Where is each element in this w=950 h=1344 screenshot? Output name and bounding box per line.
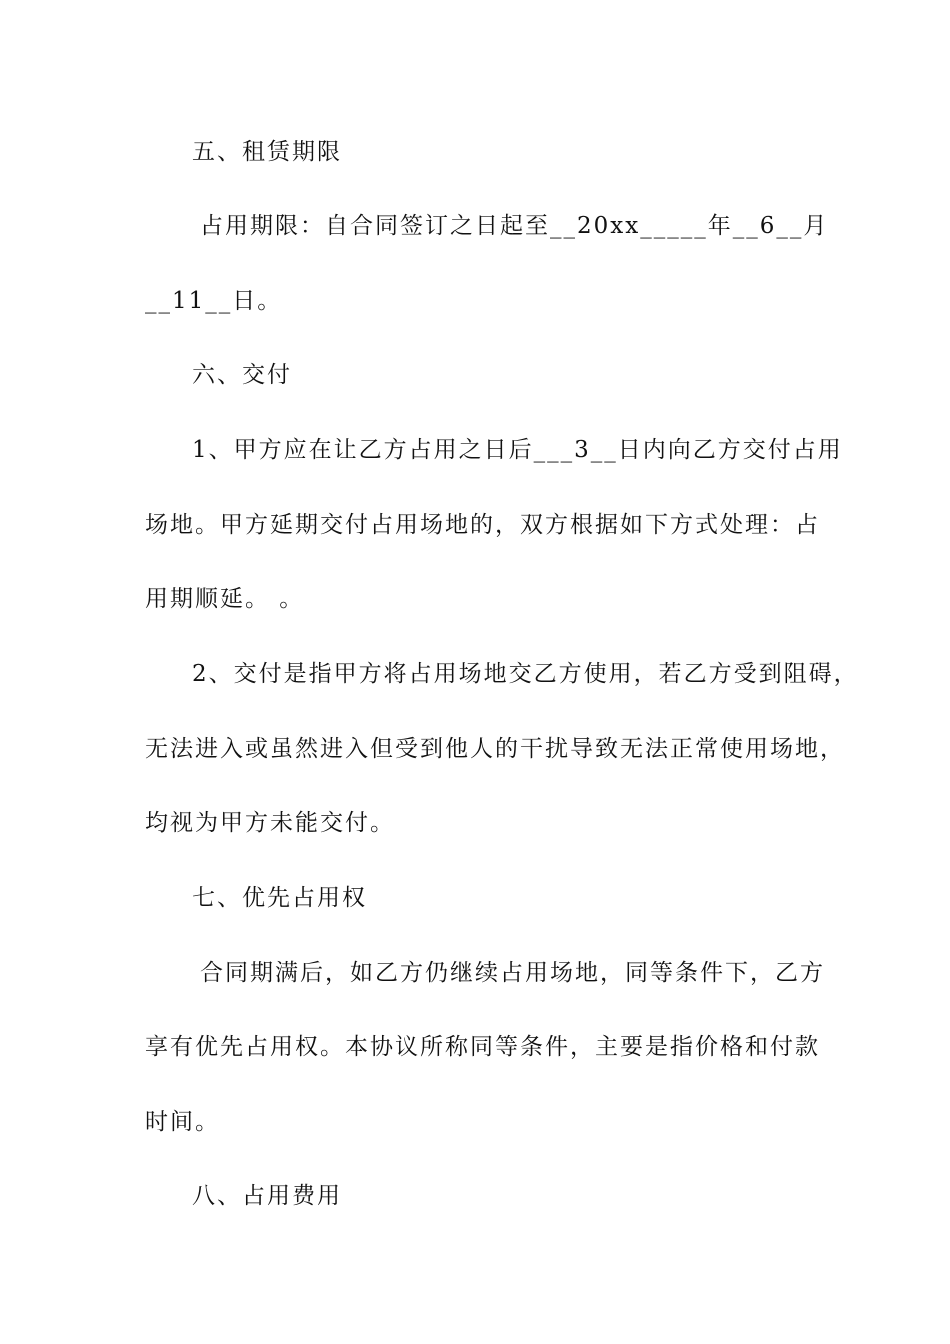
paragraph-line: 用期顺延。 。 [145,586,305,612]
paragraph-line: 2、交付是指甲方将占用场地交乙方使用，若乙方受到阻碍， [192,661,859,687]
paragraph-line: 场地。甲方延期交付占用场地的，双方根据如下方式处理：占 [145,512,820,538]
paragraph-line: 合同期满后，如乙方仍继续占用场地，同等条件下，乙方 [200,960,825,986]
paragraph-line: 无法进入或虽然进入但受到他人的干扰导致无法正常使用场地， [145,736,845,762]
section-heading-lease-term: 五、租赁期限 [192,139,342,165]
paragraph-line: __11__日。 [145,288,283,314]
paragraph-line: 均视为甲方未能交付。 [145,810,395,836]
section-heading-delivery: 六、交付 [192,362,292,388]
section-heading-priority-right: 七、优先占用权 [192,885,367,911]
paragraph-line: 享有优先占用权。本协议所称同等条件，主要是指价格和付款 [145,1034,820,1060]
paragraph-line: 时间。 [145,1109,220,1135]
paragraph-line: 占用期限：自合同签订之日起至__20xx_____年__6__月 [200,213,829,239]
paragraph-line: 1、甲方应在让乙方占用之日后___3__日内向乙方交付占用 [192,437,843,463]
section-heading-occupancy-fee: 八、占用费用 [192,1183,342,1209]
